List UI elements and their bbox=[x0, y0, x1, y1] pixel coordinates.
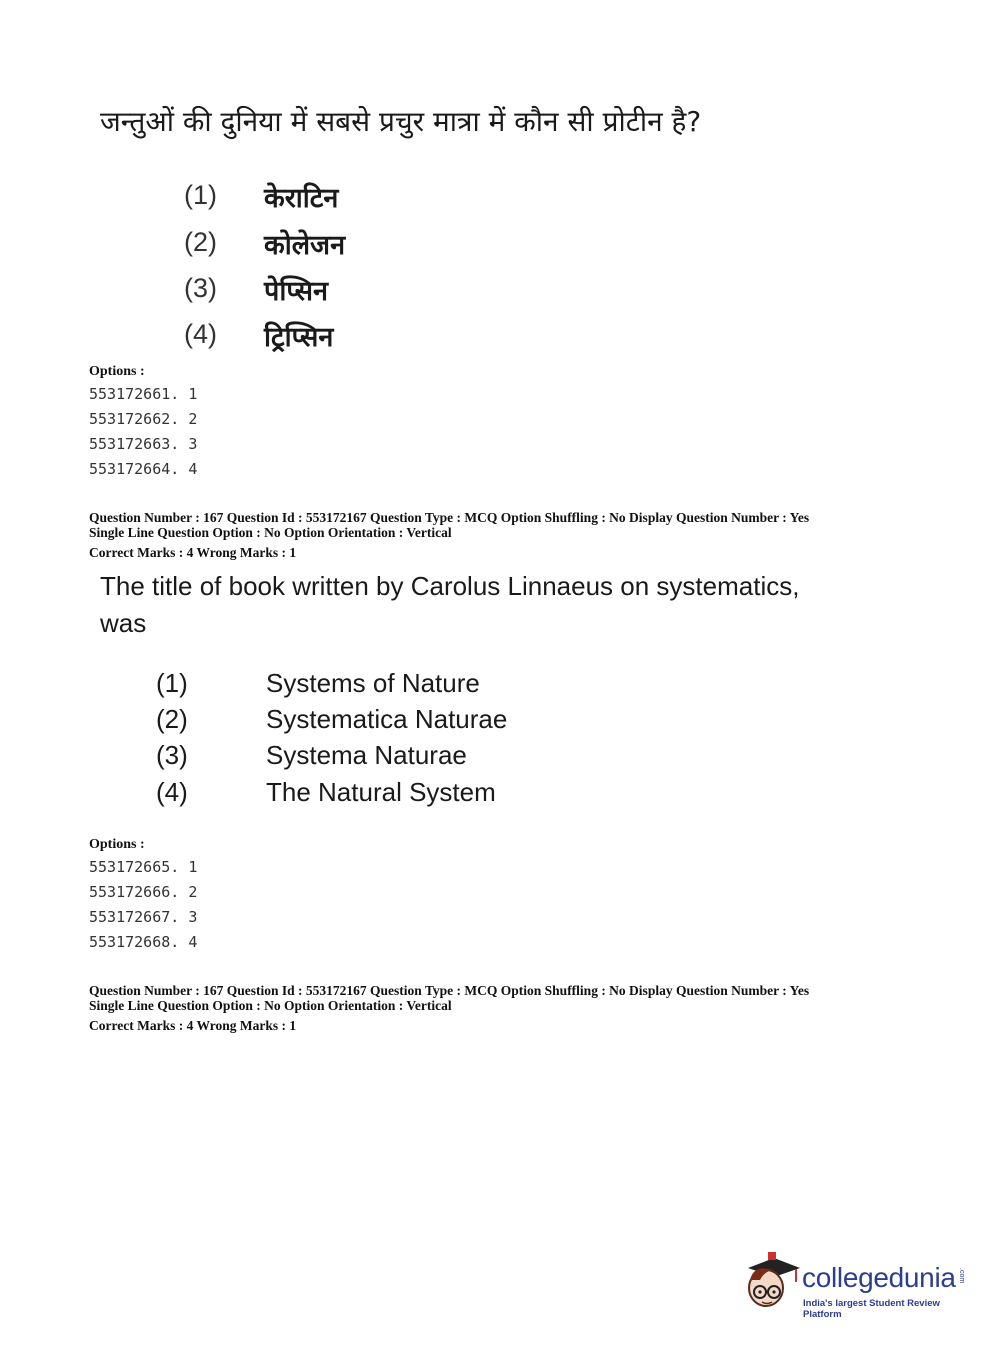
q2-option-4-text: The Natural System bbox=[266, 777, 496, 807]
q2-option-1-text: Systems of Nature bbox=[266, 668, 480, 698]
question-meta-2 bbox=[89, 983, 809, 1033]
question-2-line-2: was bbox=[100, 608, 147, 638]
q2-option-2-number: (2) bbox=[156, 704, 188, 734]
q2-option-id-4: 553172668. 4 bbox=[89, 933, 198, 951]
q1-option-3-text: पेप्सिन bbox=[264, 276, 329, 307]
q1-option-1-text: केराटिन bbox=[264, 183, 339, 214]
q1-option-id-4: 553172664. 4 bbox=[89, 460, 198, 478]
logo-name: collegedunia bbox=[802, 1262, 956, 1293]
question-1-text: जन्तुओं की दुनिया में सबसे प्रचुर मात्रा में कौन सी प्रोटीन है? bbox=[100, 105, 702, 138]
question-2-line-1: The title of book written by Carolus Linnaeus on systematics, bbox=[100, 571, 800, 601]
logo-tagline: India's largest Student Review Platform bbox=[803, 1298, 940, 1320]
meta-1-line-2: Single Line Question Option : No Option Orientation : Vertical bbox=[89, 525, 452, 540]
q1-option-id-1: 553172661. 1 bbox=[89, 385, 198, 403]
q1-option-1-number: (1) bbox=[184, 180, 217, 210]
q1-option-id-2: 553172662. 2 bbox=[89, 410, 198, 428]
meta-2-line-3: Correct Marks : 4 Wrong Marks : 1 bbox=[89, 1018, 297, 1033]
q2-option-3-number: (3) bbox=[156, 740, 188, 770]
meta-2-line-1: Question Number : 167 Question Id : 553172167 Question Type : MCQ Option Shuffling : No Display Question Number : Yes bbox=[89, 983, 810, 998]
q2-option-id-1: 553172665. 1 bbox=[89, 858, 198, 876]
q2-options-label: Options : bbox=[89, 837, 145, 852]
question-meta-1 bbox=[89, 510, 809, 560]
q1-option-4-text: ट्रिप्सिन bbox=[264, 322, 334, 353]
collegedunia-logo bbox=[742, 1250, 972, 1320]
meta-2-line-2: Single Line Question Option : No Option Orientation : Vertical bbox=[89, 998, 452, 1013]
q2-option-id-3: 553172667. 3 bbox=[89, 908, 198, 926]
q1-option-id-3: 553172663. 3 bbox=[89, 435, 198, 453]
q2-option-1-number: (1) bbox=[156, 668, 188, 698]
logo-domain-suffix: .com bbox=[958, 1268, 965, 1284]
question-2-text bbox=[100, 568, 799, 642]
meta-1-line-3: Correct Marks : 4 Wrong Marks : 1 bbox=[89, 545, 297, 560]
q1-option-2-text: कोलेजन bbox=[264, 230, 346, 261]
meta-1-line-1: Question Number : 167 Question Id : 553172167 Question Type : MCQ Option Shuffling : No Display Question Number : Yes bbox=[89, 510, 810, 525]
q1-options-label: Options : bbox=[89, 364, 145, 379]
q1-option-4-number: (4) bbox=[184, 319, 217, 349]
q1-option-2-number: (2) bbox=[184, 227, 217, 257]
q1-option-3-number: (3) bbox=[184, 273, 217, 303]
q2-option-4-number: (4) bbox=[156, 777, 188, 807]
q2-option-3-text: Systema Naturae bbox=[266, 740, 467, 770]
q2-option-id-2: 553172666. 2 bbox=[89, 883, 198, 901]
q2-option-2-text: Systematica Naturae bbox=[266, 704, 508, 734]
mascot-graduate-icon bbox=[742, 1250, 802, 1315]
